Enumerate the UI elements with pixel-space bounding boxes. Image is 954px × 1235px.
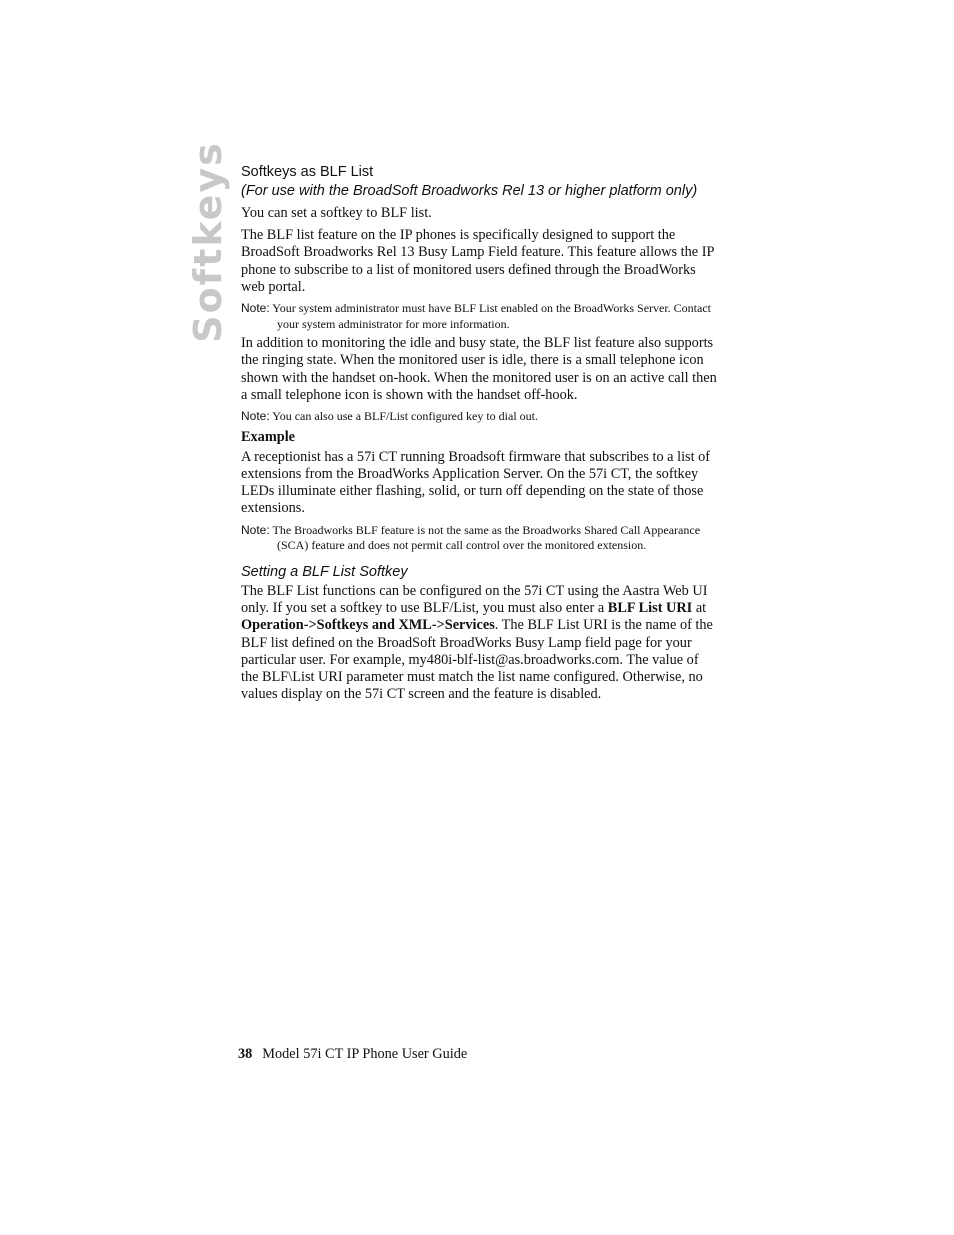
note-label: Note: [241, 409, 270, 424]
note-label: Note: [241, 522, 270, 537]
note-3 [241, 523, 719, 554]
page-footer [238, 1046, 467, 1063]
note-label: Note: [241, 301, 270, 316]
page-number: 38 [238, 1046, 253, 1062]
note-1 [241, 301, 719, 332]
note-2 [241, 409, 719, 425]
note-2-text: You can also use a BLF/List configured key to dial out. [272, 409, 538, 424]
paragraph-1: The BLF list feature on the IP phones is specifically designed to support the BroadSoft Broadworks Rel 13 Busy Lamp Field feature. This feature allows the IP phone to subscribe to a list of monitored users defined through the BroadWorks web portal. [241, 227, 714, 295]
paragraph-3: A receptionist has a 57i CT running Broadsoft firmware that subscribes to a list of extensions from the BroadWorks Application Server. On the 57i CT, the softkey LEDs illuminate either flashing, solid, or turn off depending on the state of those extensions. [241, 448, 711, 517]
paragraph-2: In addition to monitoring the idle and busy state, the BLF list feature also supports the ringing state. When the monitored user is idle, there is a small telephone icon shown with the handset on-hook. When the monitored user is on an active call then a small telephone icon is shown with the handset off-hook. [241, 335, 717, 403]
intro-paragraph: You can set a softkey to BLF list. [241, 205, 432, 221]
blf-list-uri-term: BLF List URI [607, 600, 693, 617]
section-title: Softkeys as BLF List [241, 164, 374, 180]
section-subtitle: (For use with the BroadSoft Broadworks Rel 13 or higher platform only) [241, 183, 698, 199]
side-tab-label [186, 141, 230, 343]
para4-text-3: . The BLF List URI is the name of the BLF list defined on the BroadSoft BroadWorks Busy Lamp field page for your particular user. For example, my480i-blf-list@as.broadworks.com. The value of the BLF\List URI parameter must match the list name configured. Otherwise, no values display on the 57i CT screen and the feature is disabled. [241, 617, 713, 703]
subheading: Setting a BLF List Softkey [241, 563, 408, 580]
paragraph-4 [241, 583, 719, 703]
guide-title: Model 57i CT IP Phone User Guide [262, 1046, 468, 1062]
para4-text-2: at [692, 600, 707, 617]
note-1-text: Your system administrator must have BLF List enabled on the BroadWorks Server. Contact your system administrator for more information. [272, 301, 712, 331]
note-3-text: The Broadworks BLF feature is not the same as the Broadworks Shared Call Appearance (SCA) feature and does not permit call control over the monitored extension. [272, 522, 701, 553]
page-content [241, 163, 719, 708]
para4-text-1: The BLF List functions can be configured on the 57i CT using the Aastra Web UI only. If you set a softkey to use BLF/List, you must also enter a [241, 583, 708, 617]
side-tab-text: Softkeys [186, 141, 230, 343]
example-heading: Example [241, 428, 296, 445]
menu-path-term: Operation->Softkeys and XML->Services [241, 617, 495, 634]
